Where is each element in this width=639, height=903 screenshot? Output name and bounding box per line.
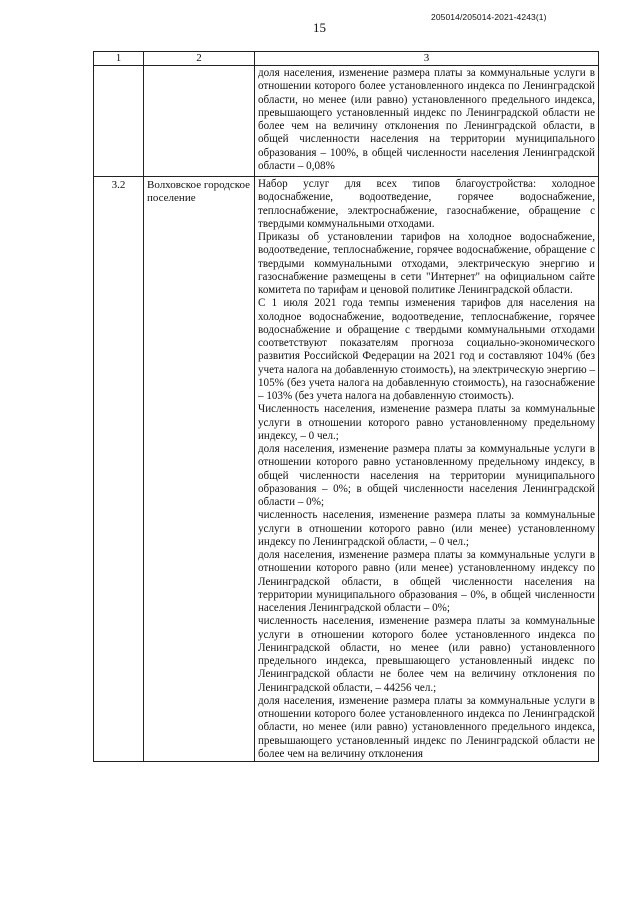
row-description (255, 66, 599, 177)
paragraph-share-limit: доля населения, изменение размера платы за коммунальные услуги в отношении которого равно установленному предельному индексу, в общей численности населения на территории муниципального образования – 0%; в общей численности населения Ленинградской области – 0%; (258, 443, 595, 508)
settlement-name (144, 66, 255, 177)
paragraph-share-index: доля населения, изменение размера платы за коммунальные услуги в отношении которого равно (или менее) установленному индексу по Ленинградской области, в общей численности населения на территории муниципального образования – 0%, в общей численности населения Ленинградской области – 0%; (258, 549, 595, 614)
row-number: 3.2 (94, 177, 144, 762)
row-description (255, 177, 599, 762)
paragraph-orders: Приказы об установлении тарифов на холодное водоснабжение, водоотведение, теплоснабжение, горячее водоснабжение, обращение с твердыми коммунальными отходами, электрическую энергию и газоснабжение размещены в сети "Интернет" на официальном сайте комитета по тарифам и ценовой политике Ленинградской области. (258, 231, 595, 296)
paragraph-rates: С 1 июля 2021 года темпы изменения тарифов для населения на холодное водоснабжение, водоотведение, теплоснабжение, горячее водоснабжение и обращение с твердыми коммунальными отходами соответствуют показателям прогноза социально-экономического развития Российской Федерации на 2021 год и составляют 104% (без учета налога на добавленную стоимость), на электрическую энергию – 105% (без учета налога на добавленную стоимость), на газоснабжение – 103% (без учета налога на добавленную стоимость). (258, 297, 595, 402)
header-col-1: 1 (94, 52, 144, 66)
paragraph-population-above: численность населения, изменение размера платы за коммунальные услуги в отношении которого более установленного индекса по Ленинградской области, но менее (или равно) установленного предельного индекса, превышающего установленный индекс по Ленинградской области не более чем на величину отклонения по Ленинградской области, – 44256 чел.; (258, 615, 595, 694)
paragraph-share-above: доля населения, изменение размера платы за коммунальные услуги в отношении которого более установленного индекса по Ленинградской области, но менее (или равно) установленного предельного индекса, превышающего установленный индекс по Ленинградской области не более чем на величину отклонения (258, 694, 595, 760)
table-row-3-2 (94, 177, 599, 762)
header-col-2: 2 (144, 52, 255, 66)
paragraph-services: Набор услуг для всех типов благоустройства: холодное водоснабжение, водоотведение, горячее водоснабжение, теплоснабжение, электроснабжение, газоснабжение, обращение с твердыми коммунальными отходами. (258, 178, 595, 230)
settlement-name: Волховское городское поселение (144, 177, 255, 762)
document-id: 205014/205014-2021-4243(1) (431, 12, 547, 22)
tariff-table (93, 51, 599, 762)
table-header-row (94, 52, 599, 66)
table-row-continued (94, 66, 599, 177)
paragraph-population-index: численность населения, изменение размера платы за коммунальные услуги в отношении которого равно (или менее) установленному индексу по Ленинградской области, – 0 чел.; (258, 509, 595, 548)
header-col-3: 3 (255, 52, 599, 66)
page-number: 15 (313, 20, 326, 35)
paragraph: доля населения, изменение размера платы за коммунальные услуги в отношении которого более установленного индекса по Ленинградской области, но менее (или равно) установленного предельного индекса, превышающего установленный индекс по Ленинградской области не более чем на величину отклонения по Ленинградской области, в общей численности населения на территории муниципального образования – 100%, в общей численности населения Ленинградской области – 0,08% (258, 67, 595, 172)
paragraph-population-limit: Численность населения, изменение размера платы за коммунальные услуги в отношении которого равно установленному предельному индексу, – 0 чел.; (258, 403, 595, 442)
row-number (94, 66, 144, 177)
